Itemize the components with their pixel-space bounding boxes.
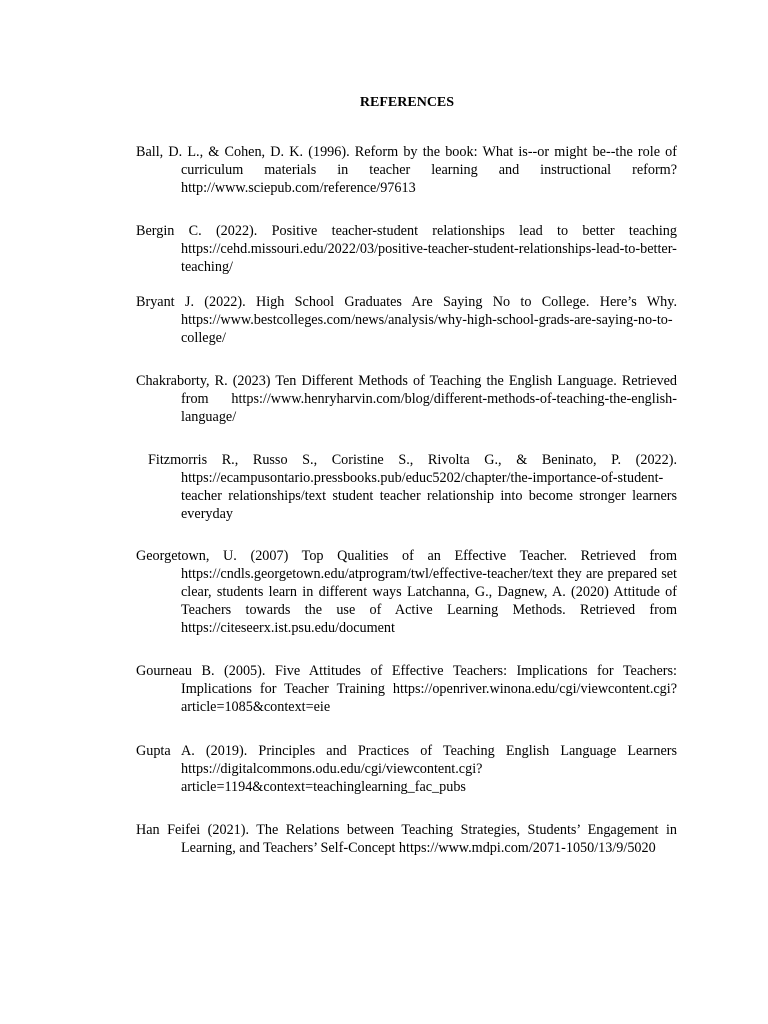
reference-entry: Gupta A. (2019). Principles and Practices of Teaching English Language Learners https://digitalcommons.odu.edu/cgi/viewcontent.cgi?article=1194&context=teachinglearning_fac_pubs <box>136 743 677 795</box>
reference-entry: Gourneau B. (2005). Five Attitudes of Effective Teachers: Implications for Teachers: Implications for Teacher Training https://openriver.winona.edu/cgi/viewcontent.cgi?article=1085&context=eie <box>136 663 677 715</box>
reference-entry: Han Feifei (2021). The Relations between Teaching Strategies, Students’ Engagement in Learning, and Teachers’ Self-Concept https://www.mdpi.com/2071-1050/13/9/5020 <box>136 822 677 856</box>
reference-entry: Ball, D. L., & Cohen, D. K. (1996). Reform by the book: What is--or might be--the role of curriculum materials in teacher learning and instructional reform? http://www.sciepub.com/reference/97613 <box>136 144 677 196</box>
page-title: REFERENCES <box>359 95 455 110</box>
reference-entry: Bergin C. (2022). Positive teacher-student relationships lead to better teaching https://cehd.missouri.edu/2022/03/positive-teacher-student-relationships-lead-to-better-teaching/ <box>136 223 677 275</box>
reference-entry: Fitzmorris R., Russo S., Coristine S., Rivolta G., & Beninato, P. (2022). https://ecampusontario.pressbooks.pub/educ5202/chapter/the-importance-of-student-teacher relationships/text student teacher relationship into become stronger learners everyday <box>148 452 677 522</box>
reference-entry: Chakraborty, R. (2023) Ten Different Methods of Teaching the English Language. Retrieved from https://www.henryharvin.com/blog/different-methods-of-teaching-the-english-language/ <box>136 373 677 425</box>
reference-entry: Georgetown, U. (2007) Top Qualities of an Effective Teacher. Retrieved from https://cndls.georgetown.edu/atprogram/twl/effective-teacher/text they are prepared set clear, students learn in different ways Latchanna, G., Dagnew, A. (2020) Attitude of Teachers towards the use of Active Learning Methods. Retrieved from https://citeseerx.ist.psu.edu/document <box>136 548 677 636</box>
reference-entry: Bryant J. (2022). High School Graduates Are Saying No to College. Here’s Why. https://www.bestcolleges.com/news/analysis/why-high-school-grads-are-saying-no-to-college/ <box>136 294 677 346</box>
